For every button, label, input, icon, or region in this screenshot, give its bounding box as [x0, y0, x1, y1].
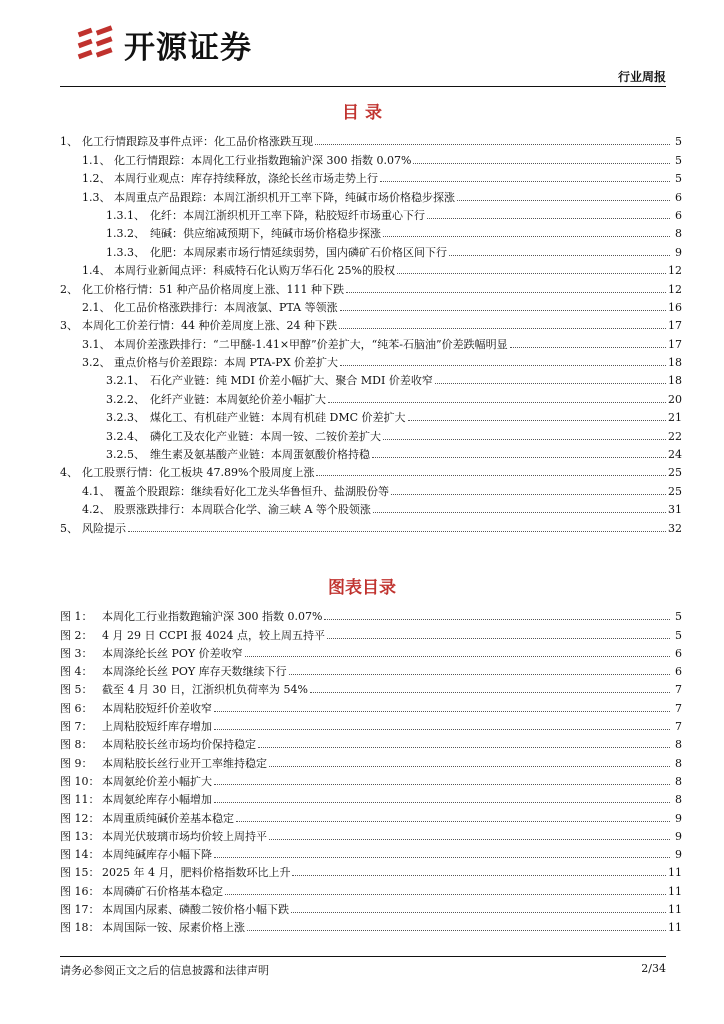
figure-number: 图 16：	[60, 884, 100, 898]
toc-number: 4.2、	[82, 503, 111, 517]
figure-text: 截至 4 月 30 日，江浙织机负荷率为 54%	[102, 683, 308, 697]
figure-text: 本周重质纯碱价差基本稳定	[102, 811, 234, 825]
toc-page: 18	[668, 374, 682, 388]
dot-leader	[214, 710, 670, 712]
toc-text: 覆盖个股跟踪：继续看好化工龙头华鲁恒升、盐湖股份等	[114, 484, 389, 498]
dot-leader	[435, 382, 666, 384]
dot-leader	[310, 691, 670, 693]
dot-leader	[291, 911, 666, 913]
toc-number: 2.1、	[82, 300, 111, 314]
dot-leader	[457, 199, 670, 201]
dot-leader	[510, 346, 666, 348]
toc-number: 1.3、	[82, 190, 111, 204]
dot-leader	[397, 272, 666, 274]
figure-page: 7	[675, 683, 682, 697]
figure-text: 本周磷矿石价格基本稳定	[102, 884, 223, 898]
figure-page: 11	[668, 903, 682, 917]
toc-number: 1.2、	[82, 172, 111, 186]
dot-leader	[214, 783, 670, 785]
footer-divider	[60, 956, 666, 957]
dot-leader	[340, 309, 666, 311]
toc-number: 1、	[60, 135, 78, 149]
toc-page: 6	[675, 190, 682, 204]
figure-text: 本周光伏玻璃市场均价较上周持平	[102, 829, 267, 843]
dot-leader	[383, 235, 670, 237]
dot-leader	[225, 893, 666, 895]
dot-leader	[380, 180, 670, 182]
figure-page: 7	[675, 701, 682, 715]
dot-leader	[247, 929, 666, 931]
toc-page: 17	[668, 337, 682, 351]
toc-entry[interactable]	[60, 351, 682, 369]
toc-text: 本周行业新闻点评：科威特石化认购万华石化 25%的股权	[114, 264, 395, 278]
toc-entry[interactable]	[60, 498, 682, 516]
dot-leader	[413, 162, 670, 164]
toc-page: 5	[675, 135, 682, 149]
toc-number: 3.2.1、	[106, 374, 145, 388]
figure-page: 6	[675, 646, 682, 660]
dot-leader	[328, 401, 666, 403]
figure-entry[interactable]	[60, 678, 682, 696]
toc-page: 9	[675, 245, 682, 259]
figure-text: 本周氨纶库存小幅增加	[102, 793, 212, 807]
toc-page: 12	[668, 264, 682, 278]
toc-entry[interactable]	[60, 185, 682, 203]
toc-entry[interactable]	[60, 424, 682, 442]
toc-entry[interactable]	[60, 204, 682, 222]
figure-number: 图 4：	[60, 665, 93, 679]
figure-text: 4 月 29 日 CCPI 报 4024 点，较上周五持平	[102, 628, 326, 642]
toc-number: 3.2、	[82, 356, 111, 370]
figures-title: 图表目录	[328, 578, 396, 598]
toc-page: 16	[668, 300, 682, 314]
toc-page: 8	[675, 227, 682, 241]
figure-page: 11	[668, 866, 682, 880]
figure-number: 图 2：	[60, 628, 93, 642]
toc-text: 重点价格与价差跟踪：本周 PTA-PX 价差扩大	[114, 356, 339, 370]
toc-entry[interactable]	[60, 387, 682, 405]
figure-number: 图 18：	[60, 921, 100, 935]
figure-number: 图 15：	[60, 866, 100, 880]
toc-number: 5、	[60, 521, 78, 535]
dot-leader	[214, 728, 670, 730]
toc-text: 纯碱：供应缩减预期下，纯碱市场价格稳步探涨	[150, 227, 381, 241]
dot-leader	[340, 364, 666, 366]
toc-text: 石化产业链：纯 MDI 价差小幅扩大、聚合 MDI 价差收窄	[150, 374, 433, 388]
toc-page: 25	[668, 466, 682, 480]
logo-mark-icon	[76, 24, 116, 64]
figure-page: 5	[675, 610, 682, 624]
toc-entry[interactable]	[60, 479, 682, 497]
toc-number: 3.2.2、	[106, 392, 145, 406]
figure-page: 8	[675, 793, 682, 807]
figure-number: 图 10：	[60, 774, 100, 788]
figure-number: 图 6：	[60, 701, 93, 715]
toc-text: 化肥：本周尿素市场行情延续弱势，国内磷矿石价格区间下行	[150, 245, 447, 259]
toc-number: 3.2.4、	[106, 429, 145, 443]
figure-number: 图 9：	[60, 756, 93, 770]
toc-number: 3.1、	[82, 337, 111, 351]
toc-title: 目 录	[342, 103, 382, 123]
figure-page: 8	[675, 738, 682, 752]
dot-leader	[372, 456, 666, 458]
dot-leader	[214, 856, 670, 858]
dot-leader	[269, 765, 670, 767]
toc-number: 1.3.3、	[106, 245, 145, 259]
figure-number: 图 17：	[60, 903, 100, 917]
figure-text: 本周涤纶长丝 POY 价差收窄	[102, 646, 243, 660]
figure-text: 本周化工行业指数跑输沪深 300 指数 0.07%	[102, 610, 323, 624]
toc-number: 4.1、	[82, 484, 111, 498]
toc-entry[interactable]	[60, 130, 682, 148]
toc-entry[interactable]	[60, 332, 682, 350]
toc-page: 20	[668, 392, 682, 406]
figure-number: 图 13：	[60, 829, 100, 843]
figure-text: 本周粘胶短纤价差收窄	[102, 701, 212, 715]
toc-entry[interactable]	[60, 461, 682, 479]
toc-page: 12	[668, 282, 682, 296]
toc-text: 本周重点产品跟踪：本周江浙织机开工率下降，纯碱市场价格稳步探涨	[114, 190, 455, 204]
company-logo	[76, 24, 252, 64]
dot-leader	[327, 637, 670, 639]
dot-leader	[346, 291, 666, 293]
toc-text: 磷化工及农化产业链：本周一铵、二铵价差扩大	[150, 429, 381, 443]
figure-text: 本周涤纶长丝 POY 库存天数继续下行	[102, 665, 287, 679]
figure-entry[interactable]	[60, 623, 682, 641]
dot-leader	[324, 618, 670, 620]
figure-entry[interactable]	[60, 788, 682, 806]
figure-entry[interactable]	[60, 898, 682, 916]
toc-number: 1.3.1、	[106, 208, 145, 222]
toc-page: 21	[668, 411, 682, 425]
dot-leader	[339, 327, 666, 329]
dot-leader	[316, 474, 666, 476]
toc-text: 本周行业观点：库存持续释放，涤纶长丝市场走势上行	[114, 172, 378, 186]
figure-text: 本周粘胶长丝市场均价保持稳定	[102, 738, 256, 752]
figure-entry[interactable]	[60, 733, 682, 751]
toc-page: 18	[668, 356, 682, 370]
toc-number: 3.2.3、	[106, 411, 145, 425]
toc-page: 32	[668, 521, 682, 535]
figure-entry[interactable]	[60, 916, 682, 934]
toc-entry[interactable]	[60, 296, 682, 314]
toc-entry[interactable]	[60, 369, 682, 387]
toc-text: 本周价差涨跌排行：“二甲醚-1.41×甲醇”价差扩大，“纯苯-石脑油”价差跌幅明显	[114, 337, 508, 351]
dot-leader	[449, 254, 670, 256]
figure-text: 本周氨纶价差小幅扩大	[102, 774, 212, 788]
figure-page: 8	[675, 774, 682, 788]
dot-leader	[214, 801, 670, 803]
header-divider	[60, 86, 666, 87]
toc-entry[interactable]	[60, 277, 682, 295]
figure-entry[interactable]	[60, 605, 682, 623]
toc-list	[60, 130, 682, 535]
toc-page: 5	[675, 172, 682, 186]
figure-entry[interactable]	[60, 715, 682, 733]
figure-entry[interactable]	[60, 660, 682, 678]
figure-entry[interactable]	[60, 843, 682, 861]
toc-entry[interactable]	[60, 443, 682, 461]
toc-entry[interactable]	[60, 167, 682, 185]
toc-text: 化工行情跟踪：本周化工行业指数跑输沪深 300 指数 0.07%	[114, 153, 412, 167]
figure-page: 6	[675, 665, 682, 679]
toc-text: 化工行情跟踪及事件点评：化工品价格涨跌互现	[82, 135, 313, 149]
toc-entry[interactable]	[60, 406, 682, 424]
dot-leader	[427, 217, 670, 219]
figure-page: 8	[675, 756, 682, 770]
toc-text: 股票涨跌排行：本周联合化学、渝三峡 A 等个股领涨	[114, 503, 371, 517]
figure-entry[interactable]	[60, 770, 682, 788]
figure-entry[interactable]	[60, 879, 682, 897]
toc-text: 化纤产业链：本周氨纶价差小幅扩大	[150, 392, 326, 406]
toc-number: 1.4、	[82, 264, 111, 278]
dot-leader	[269, 838, 670, 840]
toc-number: 4、	[60, 466, 78, 480]
figure-text: 本周纯碱库存小幅下降	[102, 848, 212, 862]
figure-number: 图 7：	[60, 720, 93, 734]
footer-disclaimer: 请务必参阅正文之后的信息披露和法律声明	[60, 964, 269, 977]
figure-text: 上周粘胶短纤库存增加	[102, 720, 212, 734]
figure-number: 图 5：	[60, 683, 93, 697]
figure-number: 图 12：	[60, 811, 100, 825]
figure-page: 7	[675, 720, 682, 734]
toc-number: 2、	[60, 282, 78, 296]
toc-text: 化纤：本周江浙织机开工率下降，粘胶短纤市场重心下行	[150, 208, 425, 222]
toc-number: 1.1、	[82, 153, 111, 167]
figure-page: 11	[668, 921, 682, 935]
dot-leader	[258, 746, 670, 748]
figure-page: 11	[668, 884, 682, 898]
figure-entry[interactable]	[60, 751, 682, 769]
toc-text: 风险提示	[82, 521, 126, 535]
figure-page: 9	[675, 811, 682, 825]
toc-page: 25	[668, 484, 682, 498]
toc-page: 6	[675, 208, 682, 222]
figure-entry[interactable]	[60, 696, 682, 714]
toc-entry[interactable]	[60, 259, 682, 277]
dot-leader	[289, 673, 670, 675]
dot-leader	[383, 438, 666, 440]
figure-number: 图 1：	[60, 610, 93, 624]
dot-leader	[128, 530, 666, 532]
toc-number: 3.2.5、	[106, 448, 145, 462]
brand-name: 开源证券	[124, 29, 252, 66]
figure-page: 9	[675, 848, 682, 862]
toc-text: 化工股票行情：化工板块 47.89%个股周度上涨	[82, 466, 315, 480]
dot-leader	[245, 655, 670, 657]
figure-text: 2025 年 4 月，肥料价格指数环比上升	[102, 866, 291, 880]
toc-page: 5	[675, 153, 682, 167]
figure-text: 本周国际一铵、尿素价格上涨	[102, 921, 245, 935]
toc-page: 31	[668, 503, 682, 517]
toc-text: 化工品价格涨跌排行：本周液氯、PTA 等领涨	[114, 300, 338, 314]
figure-page: 9	[675, 829, 682, 843]
toc-entry[interactable]	[60, 314, 682, 332]
dot-leader	[236, 820, 670, 822]
toc-entry[interactable]	[60, 222, 682, 240]
toc-text: 煤化工、有机硅产业链：本周有机硅 DMC 价差扩大	[150, 411, 406, 425]
report-type: 行业周报	[617, 70, 666, 84]
figure-text: 本周国内尿素、磷酸二铵价格小幅下跌	[102, 903, 289, 917]
dot-leader	[315, 143, 670, 145]
dot-leader	[292, 874, 666, 876]
dot-leader	[391, 493, 666, 495]
page-number: 2/34	[641, 962, 666, 975]
figure-text: 本周粘胶长丝行业开工率维持稳定	[102, 756, 267, 770]
figure-entry[interactable]	[60, 806, 682, 824]
figure-number: 图 14：	[60, 848, 100, 862]
figure-entry[interactable]	[60, 861, 682, 879]
figure-number: 图 3：	[60, 646, 93, 660]
figure-number: 图 11：	[60, 793, 100, 807]
figure-list	[60, 605, 682, 934]
toc-text: 化工价格行情：51 种产品价格周度上涨、111 种下跌	[82, 282, 344, 296]
toc-entry[interactable]	[60, 240, 682, 258]
toc-number: 1.3.2、	[106, 227, 145, 241]
toc-text: 本周化工价差行情：44 种价差周度上涨、24 种下跌	[82, 319, 337, 333]
toc-entry[interactable]	[60, 516, 682, 534]
toc-text: 维生素及氨基酸产业链：本周蛋氨酸价格持稳	[150, 448, 370, 462]
figure-entry[interactable]	[60, 825, 682, 843]
toc-page: 17	[668, 319, 682, 333]
toc-page: 22	[668, 429, 682, 443]
figure-page: 5	[675, 628, 682, 642]
dot-leader	[373, 511, 666, 513]
dot-leader	[408, 419, 667, 421]
toc-page: 24	[668, 448, 682, 462]
toc-number: 3、	[60, 319, 78, 333]
figure-number: 图 8：	[60, 738, 93, 752]
figure-entry[interactable]	[60, 642, 682, 660]
toc-entry[interactable]	[60, 148, 682, 166]
